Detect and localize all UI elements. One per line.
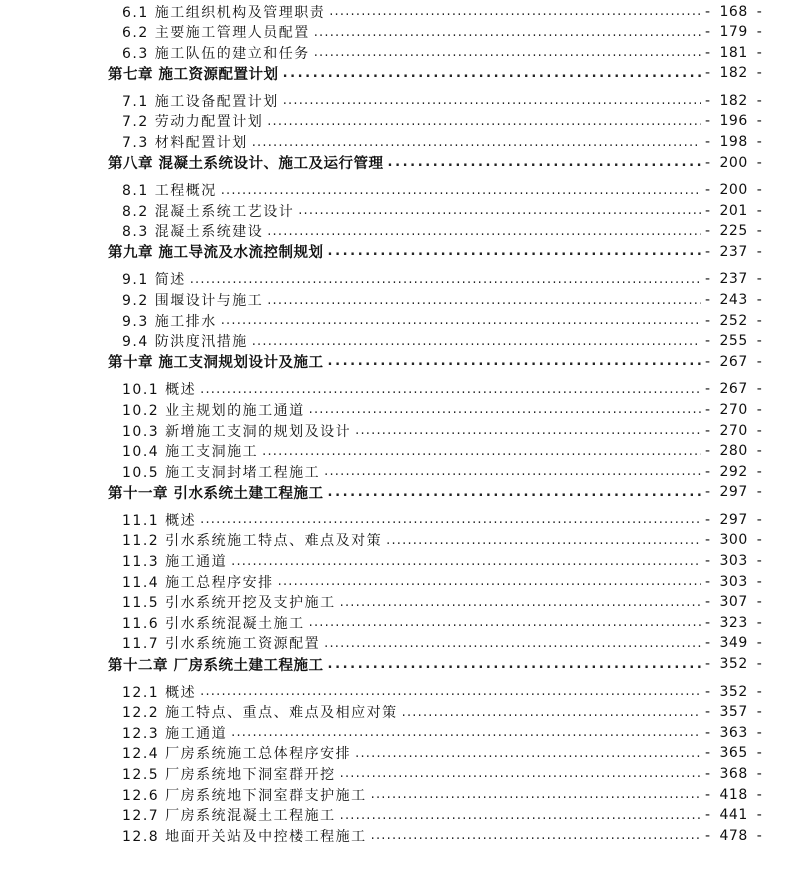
toc-entry-title: 第十二章 厂房系统土建工程施工 [108,657,324,674]
toc-page-number: - 352 - [705,656,763,672]
page-number-value: 267 [719,353,748,370]
dot-leader [221,180,701,201]
toc-entry-title: 10.5 施工支洞封堵工程施工 [122,464,321,481]
toc-chapter-entry [0,152,795,173]
toc-section-entry [0,379,795,400]
toc-section-entry [0,42,795,63]
toc-section-entry [0,399,795,420]
dot-leader [328,654,701,675]
toc-entry-title: 8.3 混凝土系统建设 [122,224,264,241]
page-number-value: 181 [719,44,748,61]
toc-section-entry [0,551,795,572]
toc-page-number: - 418 - [705,786,763,803]
page-number-value: 365 [719,745,748,762]
page-number-value: 168 [719,3,748,20]
toc-page-number: - 200 - [705,154,763,171]
toc-entry-title: 第九章 施工导流及水流控制规划 [108,245,324,262]
page-number-value: 182 [719,92,748,109]
toc-page-number: - 307 - [705,594,763,611]
toc-entry-title: 11.5 引水系统开挖及支护施工 [122,595,336,612]
toc-page-number: - 323 - [705,614,763,631]
dot-leader [314,42,701,63]
toc-entry-title: 9.1 简述 [122,272,186,289]
page-number-value: 200 [719,182,748,199]
toc-entry-title: 6.3 施工队伍的建立和任务 [122,45,310,62]
toc-entry-title: 7.1 施工设备配置计划 [122,93,279,110]
toc-section-entry [0,681,795,702]
dot-leader [267,221,701,242]
dot-leader [283,63,701,84]
toc-page-number: - 365 - [705,745,763,762]
page-number-value: 303 [719,573,748,590]
toc-section-entry [0,805,795,826]
toc-chapter-entry [0,351,795,372]
toc-entry-title: 11.4 施工总程序安排 [122,574,274,591]
toc-section-entry [0,22,795,43]
toc-page-number: - 441 - [705,807,763,824]
toc-section-entry [0,530,795,551]
page-number-value: 252 [719,312,748,329]
dot-leader [328,482,701,503]
page-number-value: 478 [719,827,748,844]
toc-entry-title: 第七章 施工资源配置计划 [108,66,279,83]
toc-entry-title: 12.2 施工特点、重点、难点及相应对策 [122,705,398,722]
toc-page-number: - 297 - [705,484,763,501]
toc-section-entry [0,221,795,242]
dot-leader [340,805,701,826]
dot-leader [355,420,701,441]
toc-chapter-entry [0,241,795,262]
toc-page-number: - 270 - [705,422,763,439]
dot-leader [252,132,701,153]
toc-page-number: - 225 - [705,223,763,240]
dot-leader [386,530,701,551]
page-number-value: 297 [719,511,748,528]
toc-section-entry [0,784,795,805]
toc-entry-title: 8.2 混凝土系统工艺设计 [122,203,295,220]
toc-page-number: - 255 - [705,333,763,350]
toc-section-entry [0,331,795,352]
toc-entry-title: 12.3 施工通道 [122,725,228,742]
toc-section-entry [0,132,795,153]
toc-entry-title: 11.3 施工通道 [122,554,228,570]
toc-page-number: - 300 - [705,532,763,549]
dot-leader [388,152,701,173]
toc-page-number: - 243 - [705,292,763,308]
toc-section-entry [0,269,795,290]
page-number-value: 352 [719,683,748,700]
page-number-value: 280 [719,443,748,460]
dot-leader [340,592,701,613]
toc-entry-title: 9.4 防洪度汛措施 [122,334,248,351]
dot-leader [314,22,701,43]
toc-page-number: - 237 - [705,243,763,260]
toc-section-entry [0,1,795,22]
dot-leader [200,379,701,400]
toc-section-entry [0,743,795,764]
toc-page-number: - 267 - [705,353,763,370]
page-number-value: 196 [719,113,748,130]
page-number-value: 349 [719,635,748,652]
toc-entry-title: 6.1 施工组织机构及管理职责 [122,4,326,21]
toc-page-number: - 303 - [705,553,763,569]
toc-page-number: - 201 - [705,202,763,219]
page-number-value: 270 [719,422,748,439]
dot-leader [355,743,701,764]
toc-page-number: - 270 - [705,401,763,418]
page-number-value: 352 [719,656,748,672]
toc-section-entry [0,90,795,111]
dot-leader [371,784,701,805]
toc-page-number: - 363 - [705,724,763,741]
page-number-value: 292 [719,463,748,480]
toc-entry-title: 11.1 概述 [122,512,197,529]
toc-page-number: - 292 - [705,463,763,480]
page-number-value: 303 [719,553,748,569]
page-number-value: 179 [719,24,748,41]
dot-leader [329,1,701,22]
page-number-value: 267 [719,381,748,398]
toc-entry-title: 7.2 劳动力配置计划 [122,114,264,131]
dot-leader [200,509,701,530]
toc-page-number: - 196 - [705,113,763,130]
toc-page-number: - 179 - [705,24,763,41]
toc-entry-title: 10.3 新增施工支洞的规划及设计 [122,423,352,440]
toc-section-entry [0,420,795,441]
dot-leader [340,763,701,784]
toc-page-number: - 357 - [705,704,763,721]
dot-leader [262,441,701,462]
page-number-value: 243 [719,292,748,308]
toc-section-entry [0,702,795,723]
toc-entry-title: 11.2 引水系统施工特点、难点及对策 [122,533,383,550]
dot-leader [371,825,701,846]
dot-leader [324,461,701,482]
toc-section-entry [0,509,795,530]
dot-leader [328,241,701,262]
page-number-value: 198 [719,134,748,150]
page-number-value: 201 [719,202,748,219]
toc-section-entry [0,763,795,784]
page-number-value: 225 [719,223,748,240]
toc-section-entry [0,722,795,743]
toc-section-entry [0,180,795,201]
toc-chapter-entry [0,482,795,503]
toc-entry-title: 7.3 材料配置计划 [122,135,248,151]
page-number-value: 270 [719,401,748,418]
dot-leader [309,399,701,420]
dot-leader [324,633,701,654]
toc-entry-title: 12.4 厂房系统施工总体程序安排 [122,746,352,763]
toc-page-number: - 478 - [705,827,763,844]
toc-page-number: - 237 - [705,271,763,288]
dot-leader [221,310,701,331]
dot-leader [283,90,701,111]
toc-entry-title: 12.5 厂房系统地下洞室群开挖 [122,766,336,783]
toc-section-entry [0,441,795,462]
dot-leader [200,681,701,702]
toc-page-number: - 297 - [705,511,763,528]
toc-entry-title: 9.2 围堰设计与施工 [122,293,264,309]
page-number-value: 441 [719,807,748,824]
toc-chapter-entry [0,654,795,675]
toc-page-number: - 303 - [705,573,763,590]
toc-page-number: - 267 - [705,381,763,398]
dot-leader [278,571,701,592]
toc-page-number: - 198 - [705,134,763,150]
dot-leader [231,722,701,743]
toc-entry-title: 10.2 业主规划的施工通道 [122,402,305,419]
dot-leader [309,612,701,633]
toc-page-number: - 181 - [705,44,763,61]
toc-page-number: - 182 - [705,65,763,82]
toc-entry-title: 10.4 施工支洞施工 [122,444,259,461]
toc-chapter-entry [0,63,795,84]
toc-section-entry [0,612,795,633]
page-number-value: 237 [719,243,748,260]
dot-leader [252,331,701,352]
toc-section-entry [0,825,795,846]
toc-section-entry [0,310,795,331]
toc-entry-title: 6.2 主要施工管理人员配置 [122,25,310,42]
page-number-value: 307 [719,594,748,611]
toc-section-entry [0,111,795,132]
dot-leader [267,290,701,311]
toc-section-entry [0,290,795,311]
dot-leader [190,269,701,290]
dot-leader [231,551,701,572]
toc-entry-title: 12.6 厂房系统地下洞室群支护施工 [122,787,367,804]
toc-entry-title: 8.1 工程概况 [122,183,217,200]
page-number-value: 368 [719,765,748,782]
toc-entry-title: 第十一章 引水系统土建工程施工 [108,485,324,502]
dot-leader [328,351,701,372]
toc-page-number: - 349 - [705,635,763,652]
page-number-value: 418 [719,786,748,803]
page-number-value: 237 [719,271,748,288]
toc-page-number: - 252 - [705,312,763,329]
toc-section-entry [0,592,795,613]
page-number-value: 363 [719,724,748,741]
dot-leader [402,702,701,723]
toc-entry-title: 12.1 概述 [122,684,197,701]
toc-section-entry [0,571,795,592]
toc-page-number: - 168 - [705,3,763,20]
toc-section-entry [0,633,795,654]
toc-section-entry [0,200,795,221]
dot-leader [298,200,701,221]
toc-page-number: - 200 - [705,182,763,199]
page-number-value: 297 [719,484,748,501]
page-number-value: 255 [719,333,748,350]
toc-page-number: - 182 - [705,92,763,109]
toc-section-entry [0,461,795,482]
toc-entry-title: 11.6 引水系统混凝土施工 [122,615,305,632]
toc-entry-title: 10.1 概述 [122,382,197,399]
toc-page-number: - 368 - [705,765,763,782]
toc-entry-title: 12.8 地面开关站及中控楼工程施工 [122,828,367,845]
toc-page-number: - 280 - [705,443,763,460]
toc-entry-title: 9.3 施工排水 [122,313,217,330]
page-number-value: 200 [719,154,748,171]
toc-page-number: - 352 - [705,683,763,700]
toc-entry-title: 第八章 混凝土系统设计、施工及运行管理 [108,156,384,173]
toc-entry-title: 第十章 施工支洞规划设计及施工 [108,355,324,372]
page-number-value: 182 [719,65,748,82]
page-number-value: 300 [719,532,748,549]
page-number-value: 357 [719,704,748,721]
toc-entry-title: 11.7 引水系统施工资源配置 [122,636,321,653]
dot-leader [267,111,701,132]
page-number-value: 323 [719,614,748,631]
toc-entry-title: 12.7 厂房系统混凝土工程施工 [122,808,336,825]
